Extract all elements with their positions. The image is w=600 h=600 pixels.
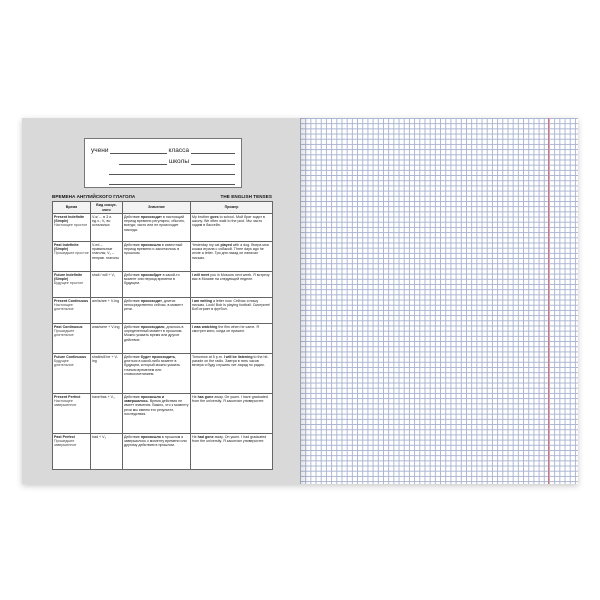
example-cell bbox=[191, 242, 273, 272]
meaning-keyword: будет происходить bbox=[140, 354, 176, 359]
example-keyword: has gone bbox=[197, 394, 214, 399]
meaning-text: Действие bbox=[124, 272, 141, 277]
tense-cell bbox=[53, 214, 91, 242]
example-text: away. Он ушел. I had graduated from the university. Я закончил университет. bbox=[192, 434, 267, 444]
form-cell: V-s/ ... в 3 л. ед.ч.; V₁ во остальных bbox=[91, 214, 123, 242]
meaning-keyword: происходит bbox=[140, 214, 162, 219]
example-keyword: I will meet bbox=[192, 272, 210, 277]
meaning-text: Действие bbox=[124, 298, 141, 303]
table-row bbox=[53, 394, 273, 434]
tense-name: Past Indefinite (Simple) bbox=[54, 242, 79, 252]
example-text: you in Moscow next week. Я встречу вас в Москве на следующей неделе. bbox=[192, 272, 270, 282]
example-cell bbox=[191, 272, 273, 298]
table-title-en: THE ENGLISH TENSES bbox=[220, 194, 272, 199]
header-tense: Время bbox=[53, 202, 91, 214]
example-keyword: played bbox=[220, 242, 232, 247]
meaning-cell bbox=[123, 324, 191, 354]
inside-cover-page bbox=[22, 118, 300, 484]
tense-name-ru: Прошедшее длительное bbox=[54, 329, 75, 338]
header-example: Пример bbox=[191, 202, 273, 214]
notebook-spread bbox=[22, 118, 578, 484]
table-row bbox=[53, 434, 273, 470]
example-text: Tomorrow at 5 p.m. bbox=[192, 354, 224, 359]
example-text: with a dog. Вчера моя кошка играла с собакой. Three days ago he wrote a letter. Три дня назад он написал письмо. bbox=[192, 242, 269, 260]
meaning-keyword: произошло bbox=[140, 434, 161, 439]
tense-name: Present Continuous bbox=[54, 298, 89, 303]
example-cell bbox=[191, 214, 273, 242]
meaning-text: Действие bbox=[124, 434, 141, 439]
meaning-cell bbox=[123, 354, 191, 394]
label-school-word: школы bbox=[168, 158, 189, 165]
meaning-cell bbox=[123, 242, 191, 272]
table-title-bar bbox=[52, 194, 272, 199]
table-row bbox=[53, 298, 273, 324]
tense-cell bbox=[53, 324, 91, 354]
tense-cell bbox=[53, 354, 91, 394]
meaning-text: в прошлом и завершилось к моменту времени или другому действию в прошлом. bbox=[124, 434, 187, 448]
example-cell bbox=[191, 298, 273, 324]
example-text: the film when he came. Я смотрел кино, когда он пришел. bbox=[192, 324, 259, 334]
example-keyword: I am writing bbox=[192, 298, 212, 303]
meaning-keyword: происходит bbox=[140, 298, 162, 303]
label-row-blank-1 bbox=[91, 166, 235, 175]
tense-name-ru: Настоящее завершенное bbox=[54, 399, 77, 408]
example-cell bbox=[191, 324, 273, 354]
red-margin-line bbox=[548, 118, 549, 484]
form-cell: have/has + V₃ bbox=[91, 394, 123, 434]
form-cell: was/were + V-ing bbox=[91, 324, 123, 354]
tense-name: Present Perfect bbox=[54, 394, 81, 399]
example-text: a letter now. Сейчас я пишу письмо. Look! Bob is playing football. Смотрите! Боб играет в футбол. bbox=[192, 298, 271, 312]
tense-name-ru: Прошедшее простое bbox=[54, 251, 89, 256]
example-text: away. Он ушел. I have graduated from the university. Я закончил университет. bbox=[192, 394, 268, 404]
label-row-student bbox=[91, 145, 235, 154]
meaning-cell bbox=[123, 434, 191, 470]
example-cell bbox=[191, 354, 273, 394]
meaning-cell bbox=[123, 394, 191, 434]
form-cell: shall / will + V₁ bbox=[91, 272, 123, 298]
meaning-text: , длится непосредственно сейчас, в момент речи. bbox=[124, 298, 183, 312]
tense-name: Past Perfect bbox=[54, 434, 75, 439]
table-title-ru: ВРЕМЕНА АНГЛИЙСКОГО ГЛАГОЛА bbox=[52, 194, 136, 199]
tense-name-ru: Настоящее простое bbox=[54, 223, 88, 228]
example-cell bbox=[191, 394, 273, 434]
square-grid bbox=[300, 118, 578, 484]
example-text: He bbox=[192, 394, 198, 399]
example-keyword: goes bbox=[210, 214, 219, 219]
tense-cell bbox=[53, 434, 91, 470]
meaning-text: в какой-то момент или период времени в будущем. bbox=[124, 272, 180, 286]
example-cell bbox=[191, 434, 273, 470]
meaning-keyword: произойдет bbox=[140, 272, 162, 277]
tense-name: Future Continuous bbox=[54, 354, 87, 359]
header-meaning: Значение bbox=[123, 202, 191, 214]
example-text: Yesterday my cat bbox=[192, 242, 221, 247]
label-blank-line bbox=[109, 177, 235, 185]
label-student-prefix: учени bbox=[91, 147, 109, 154]
meaning-cell bbox=[123, 214, 191, 242]
tense-name: Present Indefinite (Simple) bbox=[54, 214, 85, 224]
meaning-text: в известный период времени и закончилось в прошлом. bbox=[124, 242, 183, 256]
meaning-text: . Время действия не имеет значения. Важно, что к моменту речи мы имеем его результат, последствия. bbox=[124, 399, 189, 416]
spine-shadow bbox=[300, 118, 310, 484]
tense-name-ru: Прошедшее завершенное bbox=[54, 439, 77, 448]
meaning-text: Действие bbox=[124, 242, 141, 247]
graph-paper-page bbox=[300, 118, 578, 484]
tense-name-ru: Будущее длительное bbox=[54, 359, 74, 368]
header-form: Вид сказуе-мого bbox=[91, 202, 123, 214]
label-student-blank bbox=[110, 146, 166, 154]
example-text: My brother bbox=[192, 214, 211, 219]
meaning-text: , длиться в какой-либо момент в будущем, который можно указать точным временем или словосочетанием. bbox=[124, 354, 180, 376]
label-row-blank-2 bbox=[91, 176, 235, 185]
label-school-blank-right bbox=[191, 157, 235, 165]
meaning-text: Действие bbox=[124, 214, 141, 219]
meaning-text: Действие bbox=[124, 394, 141, 399]
form-cell: had + V₃ bbox=[91, 434, 123, 470]
meaning-cell bbox=[123, 298, 191, 324]
meaning-keyword: происходило bbox=[140, 324, 165, 329]
table-row bbox=[53, 242, 273, 272]
tenses-table bbox=[52, 201, 273, 470]
label-class-blank bbox=[191, 146, 235, 154]
table-row bbox=[53, 324, 273, 354]
label-class-word: класса bbox=[168, 147, 189, 154]
meaning-text: Действие bbox=[124, 354, 141, 359]
form-cell: am/is/are + V-ing bbox=[91, 298, 123, 324]
table-row bbox=[53, 354, 273, 394]
meaning-text: Действие bbox=[124, 324, 141, 329]
tense-name-ru: Будущее простое bbox=[54, 281, 84, 286]
meaning-text: , длилось в определенный момент в прошлом. Можно указать время или другое действие. bbox=[124, 324, 184, 342]
label-row-school bbox=[91, 156, 235, 165]
example-keyword: had gone bbox=[197, 434, 214, 439]
form-cell: V-ed – правильные глаголы; V₂ – неправ. глаголы bbox=[91, 242, 123, 272]
table-header-row bbox=[53, 202, 273, 214]
meaning-keyword: произошло bbox=[140, 242, 161, 247]
example-text: He bbox=[192, 434, 198, 439]
label-school-blank-left bbox=[119, 157, 167, 165]
tense-name: Future Indefinite (Simple) bbox=[54, 272, 83, 282]
label-blank-line bbox=[109, 167, 235, 175]
tense-name-ru: Настоящее длительное bbox=[54, 303, 74, 312]
table-row bbox=[53, 272, 273, 298]
tense-cell bbox=[53, 242, 91, 272]
meaning-cell bbox=[123, 272, 191, 298]
example-keyword: I was watching bbox=[192, 324, 218, 329]
example-keyword: I will be listening bbox=[223, 354, 253, 359]
form-cell: shall/will be + V-ing bbox=[91, 354, 123, 394]
tense-name: Past Continuous bbox=[54, 324, 83, 329]
tense-cell bbox=[53, 272, 91, 298]
example-text: to the hit-parade on the radio. Завтра в пять часов вечера я буду слушать хит-парад по радио. bbox=[192, 354, 269, 368]
tense-cell bbox=[53, 394, 91, 434]
name-label-box bbox=[84, 138, 242, 188]
meaning-text: в настоящий период времени регулярно, обычно, всегда; часто или не происходит никогда. bbox=[124, 214, 185, 232]
table-row bbox=[53, 214, 273, 242]
example-text: to school. Мой брат ходит в школу. We often walk to the pool. Мы часто ходим в бассейн. bbox=[192, 214, 265, 228]
tense-cell bbox=[53, 298, 91, 324]
meaning-keyword: произошло и завершилось bbox=[124, 394, 165, 404]
